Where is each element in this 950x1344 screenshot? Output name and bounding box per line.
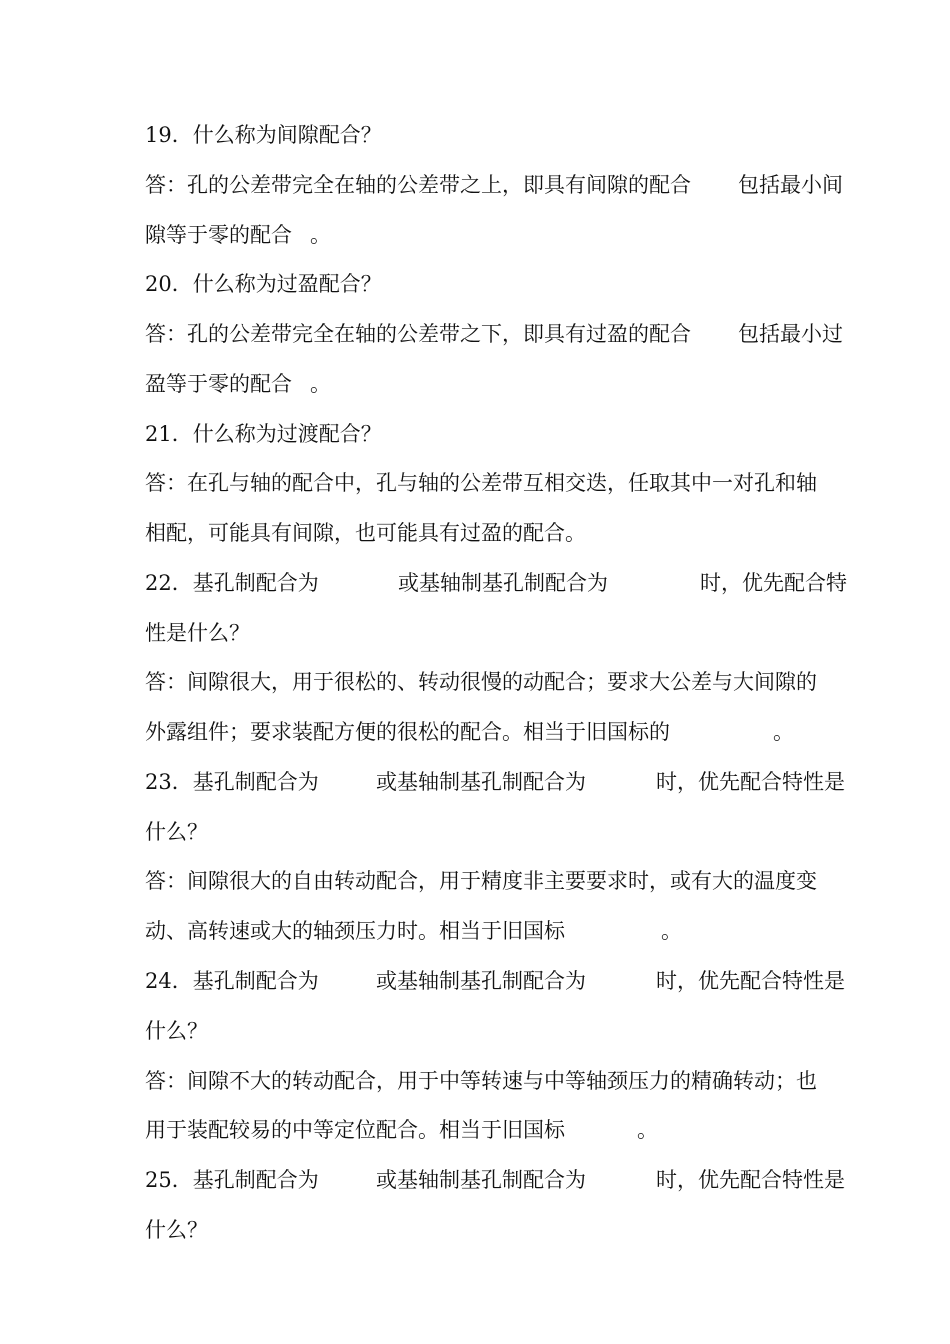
answer-text: 答：在孔与轴的配合中，孔与轴的公差带互相交迭，任取其中一对孔和轴 (145, 471, 817, 495)
answer-text: 隙等于零的配合 (145, 223, 292, 247)
question-text-part-3: 时，优先配合特 (700, 571, 847, 595)
answer-text: 答：间隙很大，用于很松的、转动很慢的动配合；要求大公差与大间隙的 (145, 670, 817, 694)
question-text-part-1: 22．基孔制配合为 (145, 571, 319, 595)
answer-22-line-2 (145, 715, 860, 749)
question-text-part-1: 23．基孔制配合为 (145, 770, 319, 794)
question-text: 什么？ (145, 1019, 208, 1043)
answer-text: 答：间隙不大的转动配合，用于中等转速与中等轴颈压力的精确转动；也 (145, 1069, 817, 1093)
question-23-line-2 (145, 815, 860, 849)
question-text: 什么？ (145, 1218, 208, 1242)
question-text-part-3: 时，优先配合特性是 (656, 969, 845, 993)
answer-text: 盈等于零的配合 (145, 372, 292, 396)
answer-text: 答：孔的公差带完全在轴的公差带之下，即具有过盈的配合 (145, 322, 691, 346)
answer-23-line-1 (145, 864, 860, 898)
question-25-line-1 (145, 1163, 860, 1197)
question-text: 什么？ (145, 820, 208, 844)
answer-22-line-1 (145, 665, 860, 699)
question-text-part-1: 24．基孔制配合为 (145, 969, 319, 993)
answer-24-line-2 (145, 1113, 860, 1147)
answer-20-line-2 (145, 367, 860, 401)
question-text: 19．什么称为间隙配合？ (145, 123, 382, 147)
answer-period: 。 (637, 1118, 658, 1142)
answer-21-line-1 (145, 466, 860, 500)
question-text-part-3: 时，优先配合特性是 (656, 1168, 845, 1192)
answer-24-line-1 (145, 1064, 860, 1098)
answer-19-line-2 (145, 218, 860, 252)
answer-text: 外露组件；要求装配方便的很松的配合。相当于旧国标的 (145, 720, 670, 744)
answer-period: 。 (661, 919, 682, 943)
answer-text-tail: 包括最小间 (738, 173, 843, 197)
question-text-part-1: 25．基孔制配合为 (145, 1168, 319, 1192)
question-text: 21．什么称为过渡配合？ (145, 422, 382, 446)
answer-text-tail: 包括最小过 (738, 322, 843, 346)
answer-19-line-1 (145, 168, 860, 202)
answer-21-line-2 (145, 516, 860, 550)
answer-text: 答：间隙很大的自由转动配合，用于精度非主要要求时，或有大的温度变 (145, 869, 817, 893)
question-19 (145, 118, 860, 152)
question-text-part-2: 或基轴制基孔制配合为 (376, 969, 586, 993)
question-text-part-3: 时，优先配合特性是 (656, 770, 845, 794)
question-24-line-1 (145, 964, 860, 998)
question-22-line-1 (145, 566, 860, 600)
answer-text: 相配，可能具有间隙，也可能具有过盈的配合。 (145, 521, 586, 545)
answer-period: 。 (773, 720, 794, 744)
answer-text: 用于装配较易的中等定位配合。相当于旧国标 (145, 1118, 565, 1142)
question-text: 20．什么称为过盈配合？ (145, 272, 382, 296)
question-text-part-2: 或基轴制基孔制配合为 (376, 770, 586, 794)
answer-text: 动、高转速或大的轴颈压力时。相当于旧国标 (145, 919, 565, 943)
question-21 (145, 417, 860, 451)
question-25-line-2 (145, 1213, 860, 1247)
question-text: 性是什么？ (145, 621, 250, 645)
answer-period: 。 (310, 223, 331, 247)
question-22-line-2 (145, 616, 860, 650)
question-23-line-1 (145, 765, 860, 799)
answer-period: 。 (310, 372, 331, 396)
question-text-part-2: 或基轴制基孔制配合为 (398, 571, 608, 595)
answer-23-line-2 (145, 914, 860, 948)
answer-text: 答：孔的公差带完全在轴的公差带之上，即具有间隙的配合 (145, 173, 691, 197)
question-24-line-2 (145, 1014, 860, 1048)
answer-20-line-1 (145, 317, 860, 351)
question-20 (145, 267, 860, 301)
question-text-part-2: 或基轴制基孔制配合为 (376, 1168, 586, 1192)
